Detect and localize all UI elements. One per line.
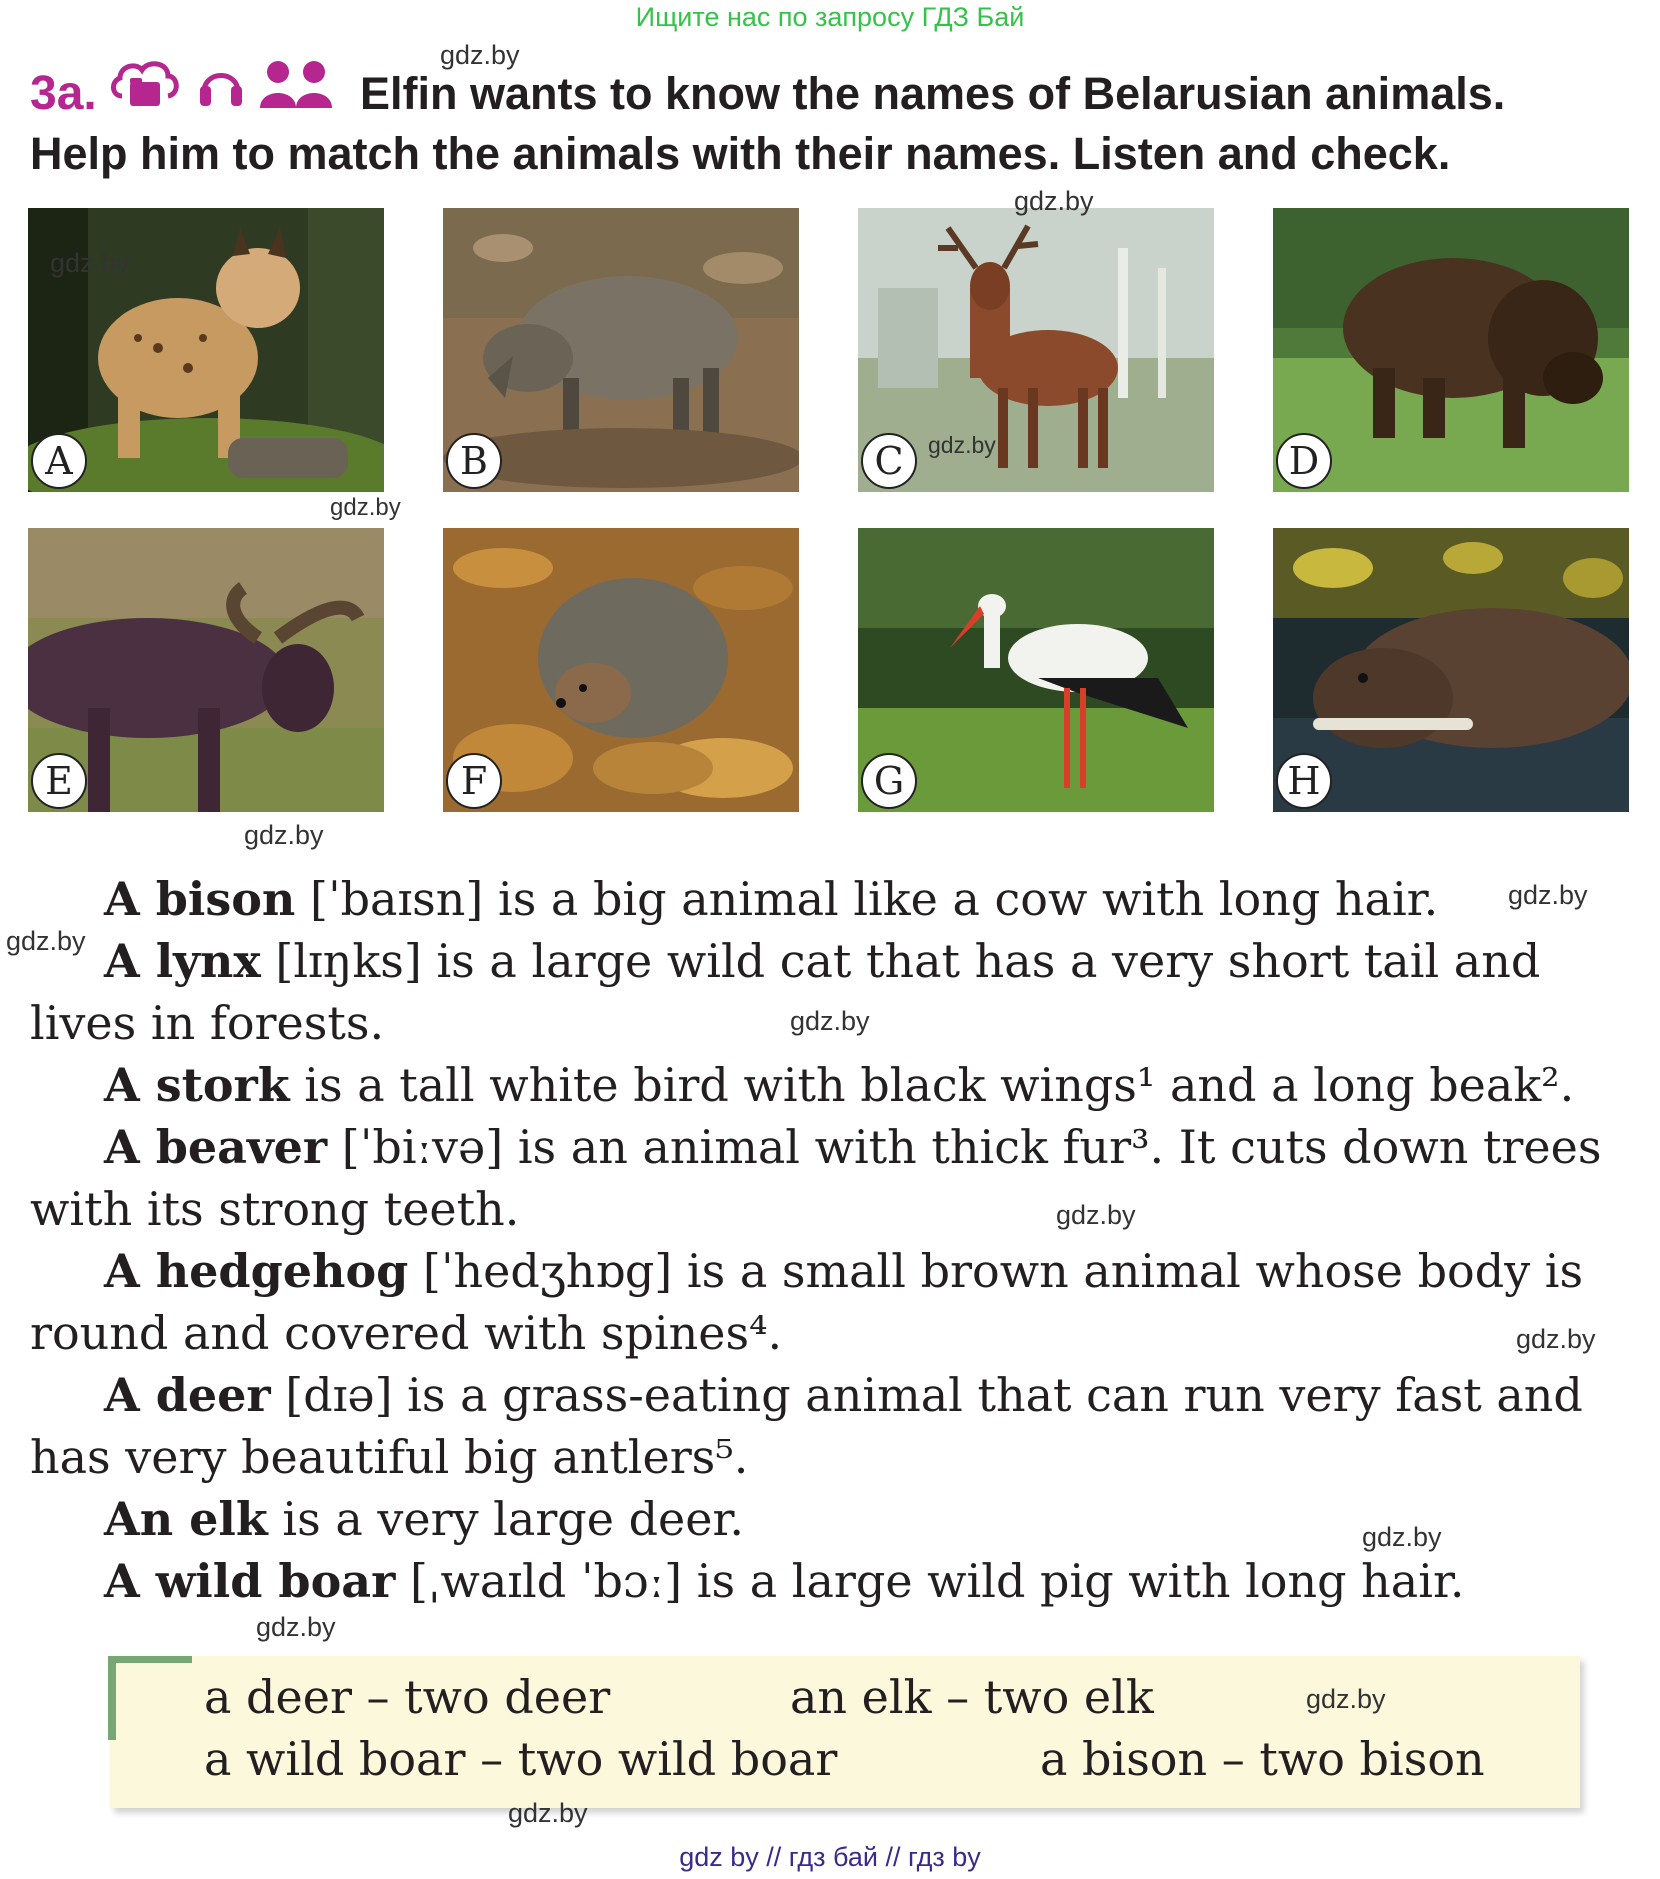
- exercise-number: 3a.: [30, 67, 97, 120]
- definition-beaver: [30, 1116, 1628, 1240]
- photo-bison: [1273, 208, 1629, 492]
- watermark: gdz.by: [1056, 1200, 1136, 1230]
- exercise-icons: [108, 56, 348, 116]
- definition-term: A beaver: [104, 1120, 328, 1174]
- definition-text: is a tall white bird with black wings¹ and a long beak².: [289, 1058, 1575, 1112]
- plural-note-box: [110, 1656, 1580, 1808]
- definition-term: A hedgehog: [104, 1244, 409, 1298]
- note-accent-bar: [108, 1656, 116, 1740]
- photo-hedgehog: [443, 528, 799, 812]
- photo-wild-boar: [443, 208, 799, 492]
- photo-elk: [28, 528, 384, 812]
- watermark: gdz.by: [790, 1006, 870, 1036]
- exercise-heading-line1: Elfin wants to know the names of Belarusian animals.: [360, 68, 1506, 119]
- watermark: gdz.by: [256, 1612, 336, 1642]
- watermark: gdz.by: [6, 926, 86, 956]
- photo-letter-badge: E: [31, 753, 87, 809]
- watermark: gdz.by: [1516, 1324, 1596, 1354]
- watermark: gdz.by: [928, 432, 996, 458]
- definition-ipa: [lɪŋks]: [260, 934, 422, 988]
- note-item-bison: a bison – two bison: [1040, 1732, 1485, 1786]
- definition-bison: [30, 868, 1628, 930]
- definition-ipa: [ˌwaɪld ˈbɔː]: [395, 1554, 683, 1608]
- watermark: gdz.by: [1306, 1684, 1386, 1714]
- definition-ipa: [dɪə]: [270, 1368, 393, 1422]
- definition-text: is a grass-eating animal that can run very fast and has very beautiful big antlers⁵.: [30, 1368, 1583, 1484]
- watermark: gdz.by: [50, 248, 130, 278]
- definition-hedgehog: [30, 1240, 1628, 1364]
- note-accent-bar: [108, 1656, 192, 1663]
- photo-letter-badge: B: [446, 433, 502, 489]
- footer-links[interactable]: gdz by // гдз бай // гдз by: [679, 1842, 981, 1872]
- definition-ipa: [ˈbaɪsn]: [295, 872, 484, 926]
- photo-deer: [858, 208, 1214, 492]
- watermark: gdz.by: [330, 494, 401, 521]
- photo-letter-badge: G: [861, 753, 917, 809]
- note-item-deer: a deer – two deer: [204, 1670, 611, 1724]
- watermark: gdz.by: [1362, 1522, 1442, 1552]
- photo-letter-badge: C: [861, 433, 917, 489]
- top-banner[interactable]: Ищите нас по запросу ГДЗ Бай: [635, 2, 1025, 32]
- watermark: gdz.by: [244, 820, 324, 850]
- definition-term: An elk: [104, 1492, 268, 1546]
- photo-beaver: [1273, 528, 1629, 812]
- watermark: gdz.by: [440, 40, 520, 70]
- definition-term: A bison: [104, 872, 296, 926]
- definition-term: A wild boar: [104, 1554, 396, 1608]
- definition-term: A lynx: [104, 934, 261, 988]
- headphones-icon: [200, 76, 242, 107]
- photo-letter-badge: A: [31, 433, 87, 489]
- definition-wild-boar: [30, 1550, 1628, 1612]
- watermark: gdz.by: [1508, 880, 1588, 910]
- exercise-heading-line2: Help him to match the animals with their names. Listen and check.: [30, 128, 1451, 179]
- note-item-wild-boar: a wild boar – two wild boar: [204, 1732, 838, 1786]
- definition-ipa: [ˈhedʒhɒg]: [408, 1244, 673, 1298]
- watermark: gdz.by: [1014, 186, 1094, 216]
- cloud-folder-icon: [113, 64, 176, 106]
- photo-letter-badge: H: [1276, 753, 1332, 809]
- watermark: gdz.by: [508, 1798, 588, 1828]
- photo-letter-badge: D: [1276, 433, 1332, 489]
- pair-work-icon: [260, 61, 332, 108]
- definition-ipa: [ˈbiːvə]: [327, 1120, 504, 1174]
- photo-stork: [858, 528, 1214, 812]
- definition-text: is an animal with thick fur³. It cuts down trees with its strong teeth.: [30, 1120, 1602, 1236]
- definition-text: is a very large deer.: [267, 1492, 745, 1546]
- definition-term: A deer: [104, 1368, 271, 1422]
- definition-term: A stork: [104, 1058, 290, 1112]
- definition-text: is a large wild cat that has a very short tail and lives in forests.: [30, 934, 1541, 1050]
- definition-text: is a small brown animal whose body is round and covered with spines⁴.: [30, 1244, 1584, 1360]
- definition-deer: [30, 1364, 1628, 1488]
- definition-stork: [30, 1054, 1628, 1116]
- definition-text: is a large wild pig with long hair.: [682, 1554, 1465, 1608]
- note-item-elk: an elk – two elk: [790, 1670, 1154, 1724]
- definition-text: is a big animal like a cow with long hair.: [483, 872, 1439, 926]
- photo-letter-badge: F: [446, 753, 502, 809]
